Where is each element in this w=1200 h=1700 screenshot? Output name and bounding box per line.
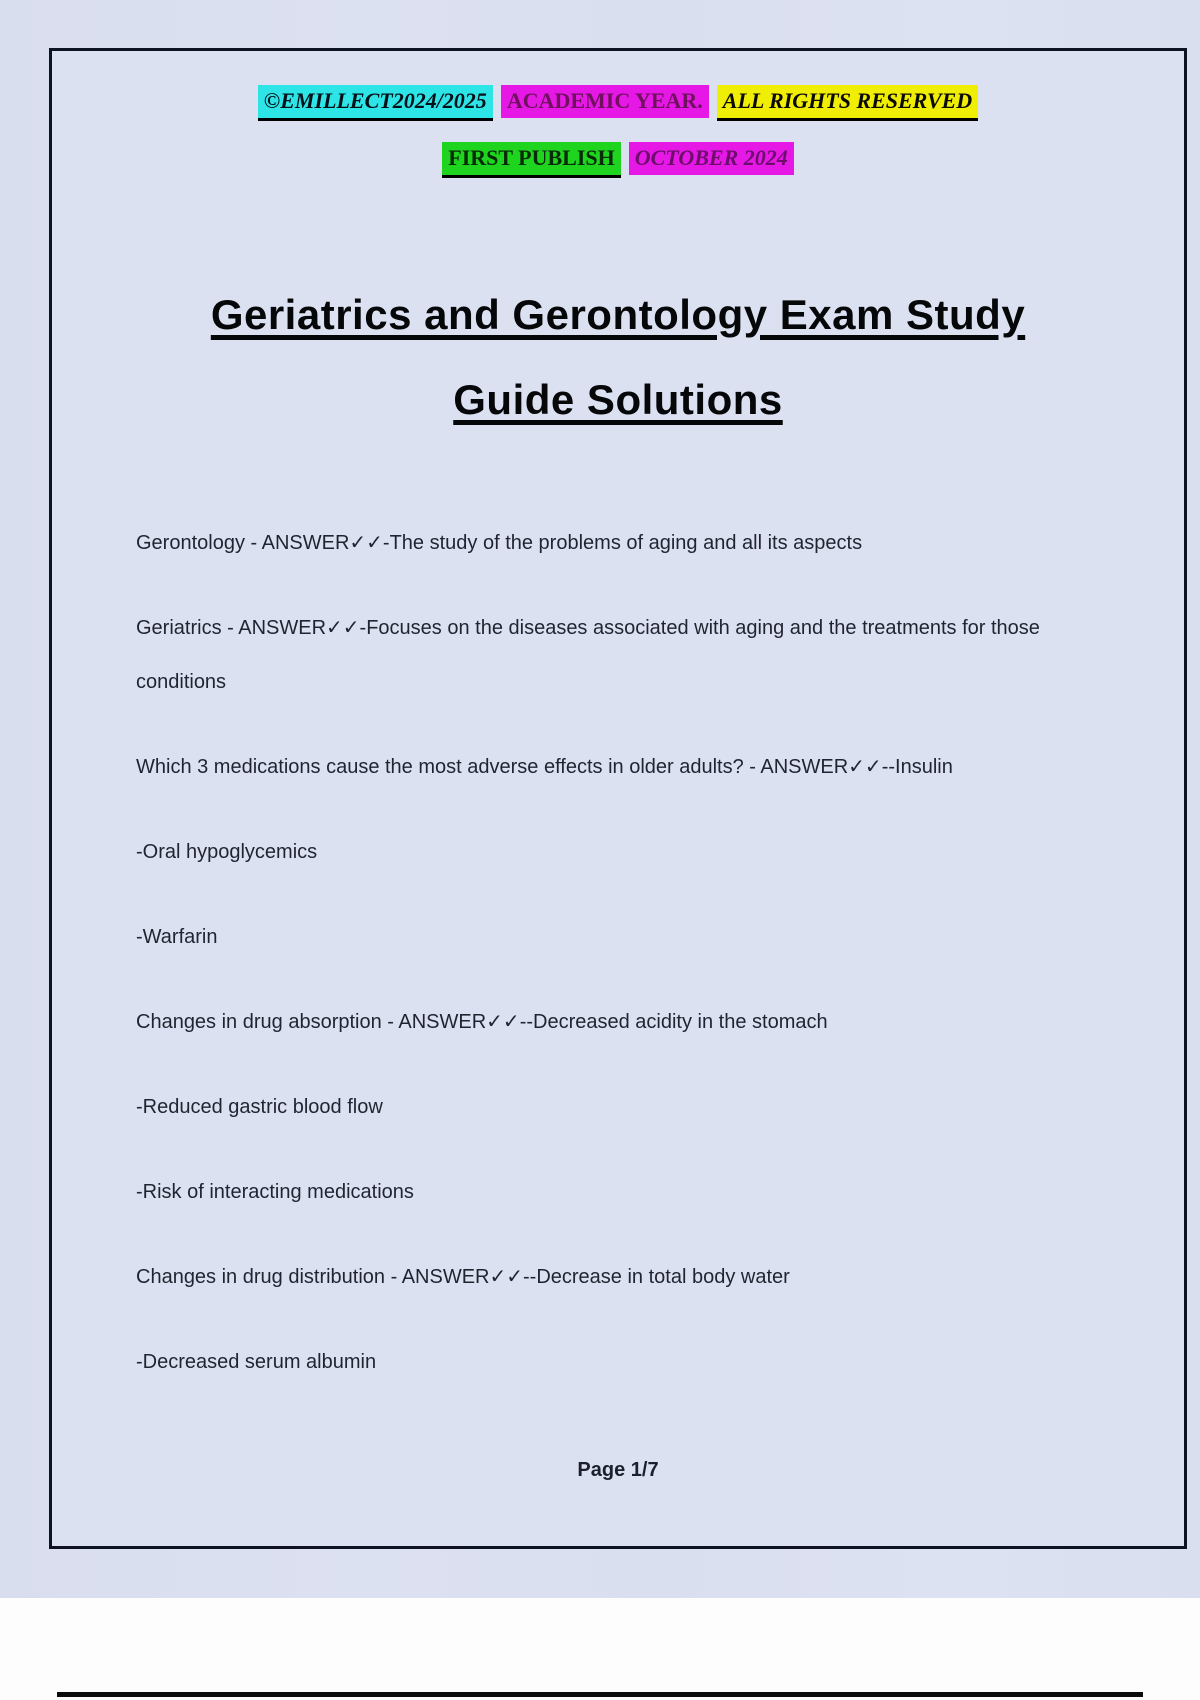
- copyright-banner: [49, 85, 1187, 121]
- qa-paragraph: Gerontology - ANSWER✓✓-The study of the problems of aging and all its aspects: [136, 532, 863, 554]
- qa-paragraph: -Warfarin: [136, 926, 218, 948]
- rights-reserved-highlight: ALL RIGHTS RESERVED: [717, 85, 978, 121]
- title-line-2: Guide Solutions: [453, 376, 783, 423]
- qa-paragraph: Which 3 medications cause the most adverse effects in older adults? - ANSWER✓✓--Insulin: [136, 756, 953, 778]
- study-guide-body: [136, 516, 1086, 1420]
- qa-paragraph: -Reduced gastric blood flow: [136, 1096, 383, 1118]
- next-page-top-edge: [57, 1692, 1143, 1697]
- document-title: [49, 272, 1187, 442]
- title-line-1: Geriatrics and Gerontology Exam Study: [210, 291, 1026, 338]
- first-publish-highlight: FIRST PUBLISH: [442, 142, 620, 178]
- qa-paragraph: -Oral hypoglycemics: [136, 841, 318, 863]
- publish-date-highlight: OCTOBER 2024: [629, 142, 794, 175]
- qa-paragraph: -Decreased serum albumin: [136, 1351, 377, 1373]
- page-number: Page 1/7: [577, 1459, 659, 1481]
- qa-paragraph: Changes in drug absorption - ANSWER✓✓--Decreased acidity in the stomach: [136, 1011, 828, 1033]
- qa-paragraph: Changes in drug distribution - ANSWER✓✓--Decrease in total body water: [136, 1266, 790, 1288]
- academic-year-highlight: ACADEMIC YEAR.: [501, 85, 709, 118]
- publish-banner: [49, 142, 1187, 178]
- qa-paragraph: Geriatrics - ANSWER✓✓-Focuses on the diseases associated with aging and the treatments for those conditions: [136, 617, 1040, 693]
- qa-paragraph: -Risk of interacting medications: [136, 1181, 414, 1203]
- copyright-highlight: ©EMILLECT2024/2025: [258, 85, 493, 121]
